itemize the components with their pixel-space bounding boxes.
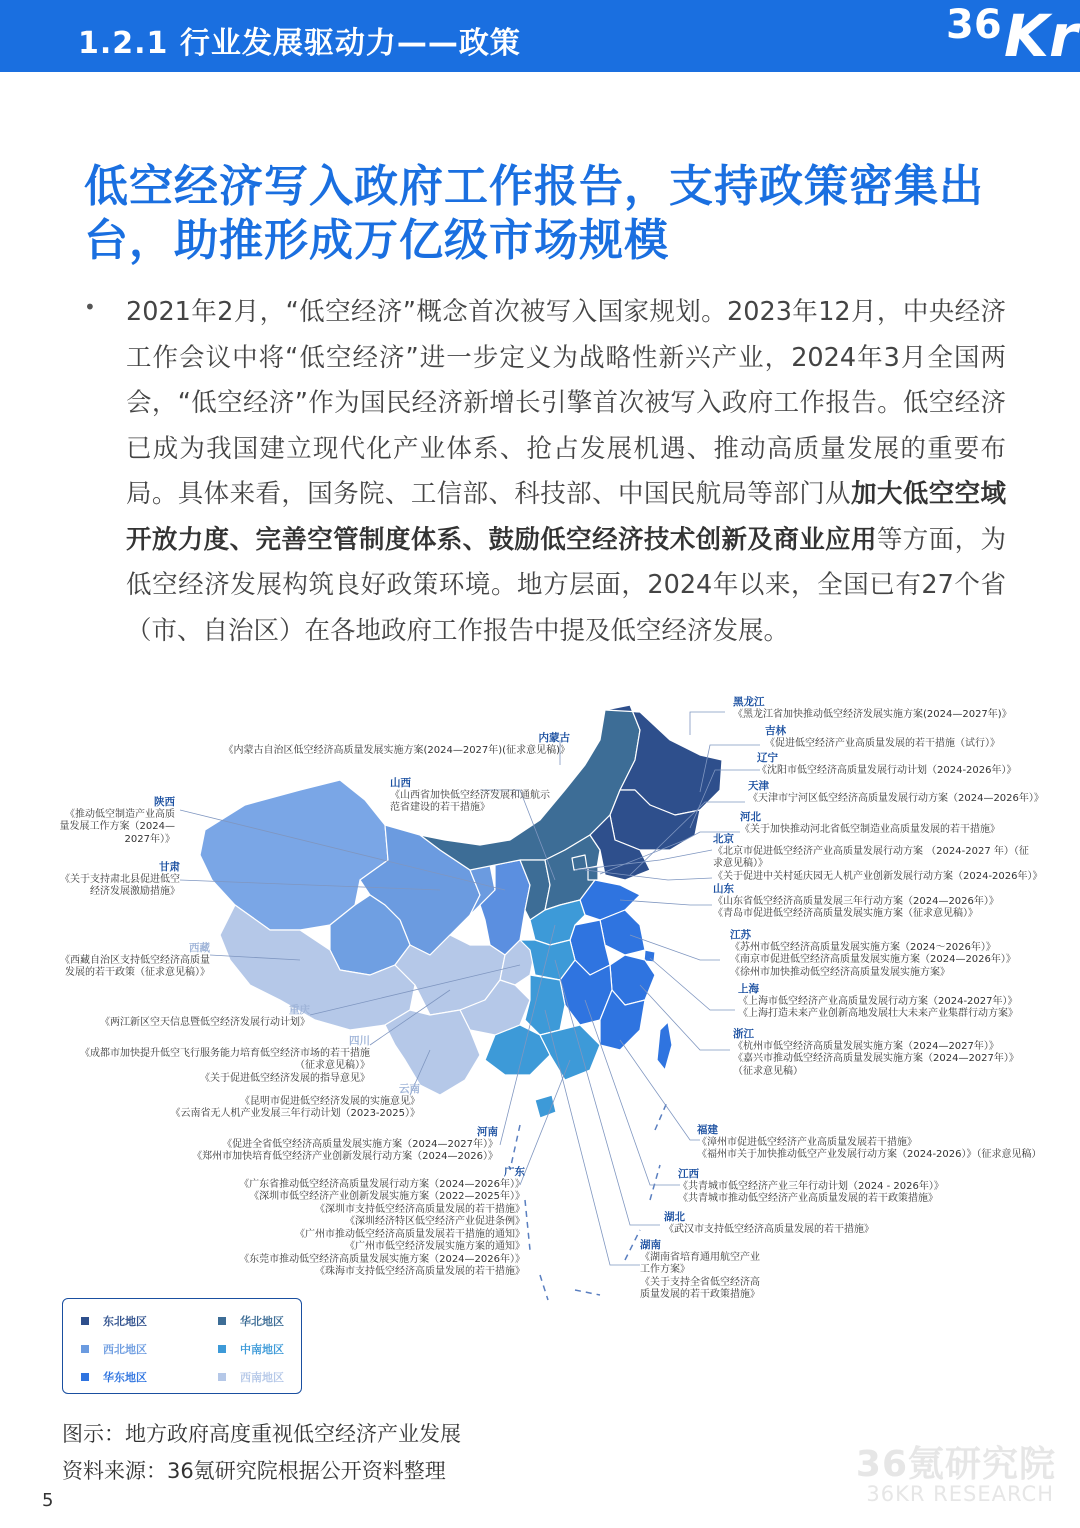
region-hainan (535, 1095, 556, 1118)
header-bar (0, 0, 1080, 72)
annotation-shanghai: 上海 《上海市低空经济产业高质量发展行动方案（2024-2027年）》 《上海打造未来产业创新高地发展壮大未来产业集群行动方案》 (738, 983, 1018, 1019)
legend-swatch (218, 1345, 226, 1353)
annotation-jiangsu: 江苏 《苏州市低空经济高质量发展实施方案（2024～2026年）》 《南京市促进低空经济高质量发展实施方案（2024—2026年）》 《徐州市加快推动低空经济高质量发展实施方案》 (730, 929, 1016, 978)
china-policy-map (0, 690, 1080, 1320)
annotation-neimenggu: 内蒙古 《内蒙古自治区低空经济高质量发展实施方案(2024—2027年)(征求意见稿)》 (223, 732, 570, 756)
annotation-xizang: 西藏 《西藏自治区支持低空经济高质量 发展的若干政策（征求意见稿）》 (60, 942, 210, 978)
annotation-tianjin: 天津 《天津市宁河区低空经济高质量发展行动方案（2024—2026年）》 (748, 780, 1044, 804)
legend-item-huadong: 华东地区 (81, 1369, 147, 1385)
figure-source: 资料来源：36氪研究院根据公开资料整理 (62, 1459, 446, 1483)
section-title: 1.2.1 行业发展驱动力——政策 (78, 26, 521, 61)
region-jiangsu (600, 910, 645, 955)
annotation-liaoning: 辽宁 《沈阳市低空经济高质量发展行动计划（2024-2026年）》 (757, 752, 1017, 776)
annotation-zhejiang: 浙江 《杭州市低空经济高质量发展实施方案（2024—2027年）》 《嘉兴市推动低空经济高质量发展实施方案（2024—2027年）》 （征求意见稿） (733, 1028, 1019, 1077)
legend-swatch (218, 1317, 226, 1325)
annotation-sichuan: 四川 《成都市加快提升低空飞行服务能力培育低空经济市场的若干措施 （征求意见稿）》 《关于促进低空经济发展的指导意见》 (80, 1035, 370, 1084)
bullet-marker: • (84, 295, 96, 319)
legend-item-xibei: 西北地区 (81, 1341, 147, 1357)
map-legend (62, 1298, 302, 1394)
headline: 低空经济写入政府工作报告，支持政策密集出台，助推形成万亿级市场规模 (84, 161, 984, 266)
legend-item-huabei: 华北地区 (218, 1313, 284, 1329)
annotation-hebei: 河北 《关于加快推动河北省低空制造业高质量发展的若干措施》 (740, 811, 1000, 835)
emphasis-text: 加大低空空域开放力度、完善空管制度体系、鼓励低空经济技术创新及商业应用 (126, 479, 1006, 555)
legend-swatch (81, 1317, 89, 1325)
annotation-beijing: 北京 《北京市促进低空经济产业高质量发展行动方案 （2024-2027 年）（征 求意见稿）》 《关于促进中关村延庆园无人机产业创新发展行动方案（2024-2026年）》 (713, 833, 1043, 882)
region-guangdong (540, 1025, 600, 1080)
legend-item-xinan: 西南地区 (218, 1369, 284, 1385)
annotation-henan: 河南 《促进全省低空经济高质量发展实施方案（2024—2027年）》 《郑州市加快培育低空经济产业创新发展行动方案（2024—2026）》 (192, 1126, 498, 1162)
legend-swatch (81, 1345, 89, 1353)
annotation-guangdong: 广东 《广东省推动低空经济高质量发展行动方案（2024—2026年）》 《深圳市低空经济产业创新发展实施方案（2022—2025年）》 《深圳市支持低空经济高质量发展的若干措施》 《深圳经济特区低空经济产业促进条例》 《广州市推动低空经济高质量发展若干措施的通知》 《广州市低空经济发展实施方案的通知》 《东莞市推动低空经济高质量发展实施方案（2024—2026年）》 《珠海市支持低空经济高质量发展的若干措施》 (239, 1166, 525, 1277)
annotation-shandong: 山东 《山东省低空经济高质量发展三年行动方案（2024—2026年）》 《青岛市促进低空经济高质量发展实施方案（征求意见稿）》 (713, 883, 999, 919)
annotation-hunan: 湖南 《湖南省培育通用航空产业 工作方案》 《关于支持全省低空经济高 质量发展的若干政策措施》 (640, 1239, 760, 1300)
annotation-shanxi: 山西 《山西省加快低空经济发展和通航示 范省建设的若干措施》 (390, 777, 550, 813)
annotation-fujian: 福建 《漳州市促进低空经济产业高质量发展若干措施》 《福州市关于加快推动低空产业发展行动方案（2024-2026）》（征求意见稿） (697, 1124, 1042, 1160)
region-hunan (525, 975, 565, 1035)
annotation-yunnan: 云南 《昆明市促进低空经济发展的实施意见》 《云南省无人机产业发展三年行动计划（2023-2025）》 (170, 1083, 420, 1119)
legend-swatch (81, 1373, 89, 1381)
36kr-logo: 36 Kr (946, 2, 1078, 70)
page-number: 5 (42, 1490, 54, 1511)
annotation-jilin: 吉林 《促进低空经济产业高质量发展的若干措施（试行）》 (765, 725, 1000, 749)
annotation-hubei: 湖北 《武汉市支持低空经济高质量发展的若干措施》 (664, 1211, 874, 1235)
region-beijing (572, 855, 587, 870)
legend-swatch (218, 1373, 226, 1381)
legend-item-dongbei: 东北地区 (81, 1313, 147, 1329)
watermark-cn: 36氪研究院 (855, 1444, 1056, 1485)
legend-item-zhongnan: 中南地区 (218, 1341, 284, 1357)
annotation-heilongjiang: 黑龙江 《黑龙江省加快推动低空经济发展实施方案(2024—2027年)》 (733, 696, 1012, 720)
annotation-chongqing: 重庆 《两江新区空天信息暨低空经济发展行动计划》 (100, 1004, 310, 1028)
region-taiwan (657, 1022, 672, 1070)
annotation-shaanxi: 陕西 《推动低空制造产业高质 量发展工作方案（2024— 2027年）》 (59, 796, 175, 845)
body-paragraph: 2021年2月，“低空经济”概念首次被写入国家规划。2023年12月，中央经济工作会议中将“低空经济”进一步定义为战略性新兴产业，2024年3月全国两会，“低空经济”作为国民经济新增长引擎首次被写入政府工作报告。低空经济已成为我国建立现代化产业体系、抢占发展机遇、推动高质量发展的重要布局。具体来看，国务院、工信部、科技部、中国民航局等部门从加大低空空域开放力度、完善空管制度体系、鼓励低空经济技术创新及商业应用等方面，为低空经济发展构筑良好政策环境。地方层面，2024年以来，全国已有27个省（市、自治区）在各地政府工作报告中提及低空经济发展。 (126, 297, 1006, 646)
figure-caption: 图示：地方政府高度重视低空经济产业发展 (62, 1422, 461, 1446)
watermark-en: 36KR RESEARCH (866, 1482, 1054, 1506)
annotation-jiangxi: 江西 《共青城市低空经济产业三年行动计划（2024 - 2026年）》 《共青城市推动低空经济产业高质量发展的若干政策措施》 (678, 1168, 944, 1204)
annotation-gansu: 甘肃 《关于支持肃北县促进低空 经济发展激励措施》 (60, 861, 180, 897)
